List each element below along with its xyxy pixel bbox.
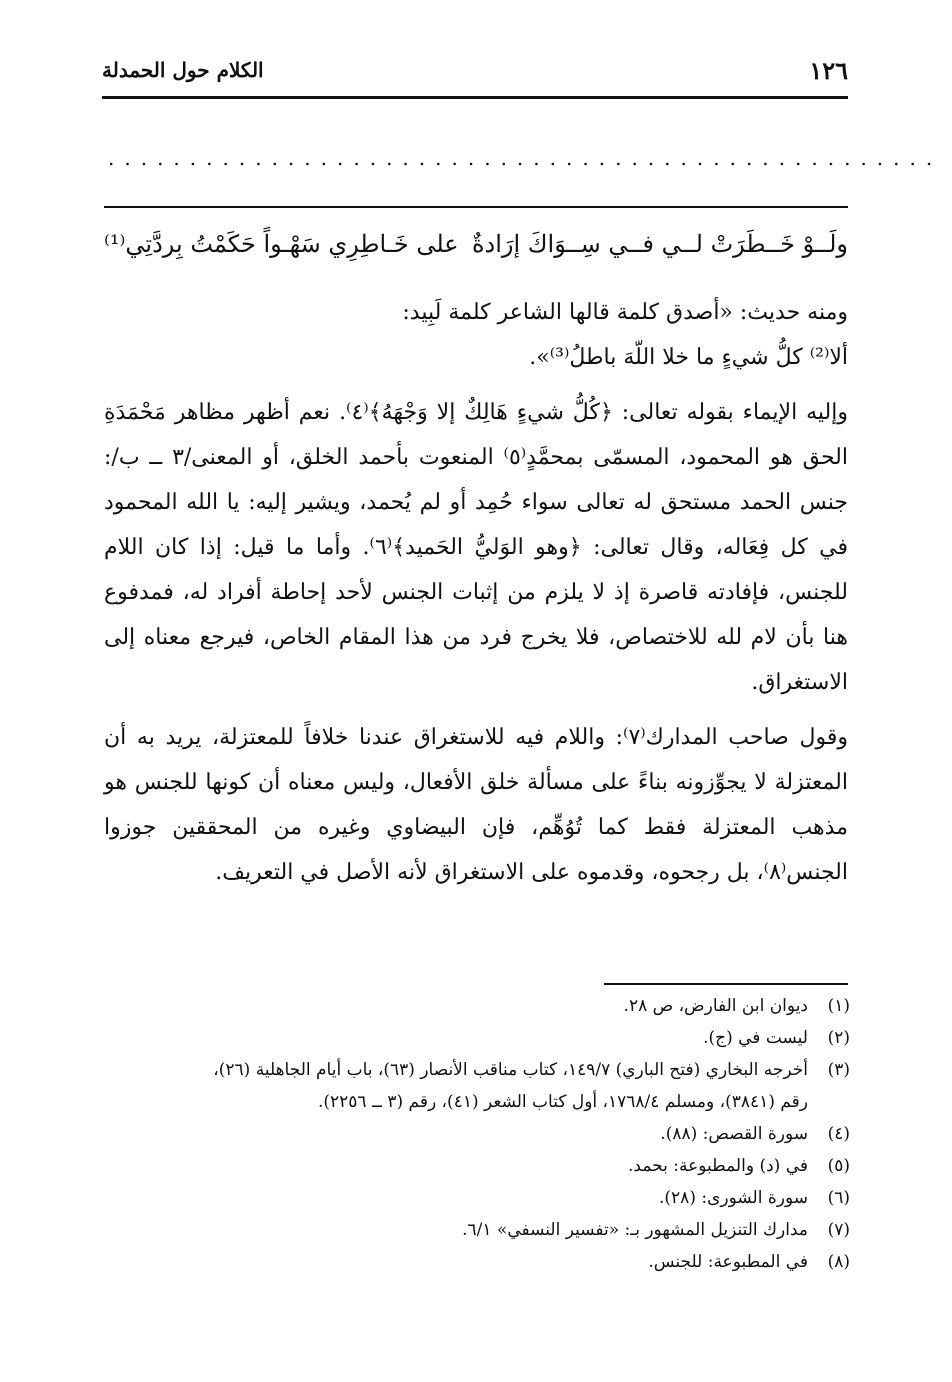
footnote-number: (٣) bbox=[827, 1060, 850, 1080]
footnote-text: في (د) والمطبوعة: بحمد. bbox=[628, 1156, 808, 1176]
paragraph-main: وإليه الإيماء بقوله تعالى: ﴿كُلُّ شيءٍ هَالِكٌ إلا وَجْهَهُ﴾⁽٤⁾. نعم أظهر مظاهر مَحْمَدَةِ الحق هو المحمود، المسمّى بمحمَّدٍ⁽٥⁾ المنعوت بأحمد الخلق، أو المعنى/٣ ــ ب/: جنس الحمد مستحق له تعالى سواء حُمِد أو لم يُحمد، ويشير إليه: يا الله المحمود في كل فِعَاله، وقال تعالى: ﴿وهو الوَليُّ الحَميد﴾⁽٦⁾. وأما ما قيل: إذا كان اللام للجنس، فإفادته قاصرة إذ لا يلزم من إثبات الجنس لأحد إحاطة أفراد له، فمدفوع هنا بأن لام لله للاختصاص، فلا يخرج فرد من هذا المقام الخاص، فيرجع معناه إلى الاستغراق. bbox=[104, 400, 849, 695]
header-rule bbox=[102, 96, 848, 99]
footnote bbox=[104, 990, 850, 1022]
footnote bbox=[104, 1118, 850, 1150]
footnote-text: أخرجه البخاري (فتح الباري) ١٤٩/٧، كتاب مناقب الأنصار (٦٣)، باب أيام الجاهلية (٢٦)، bbox=[213, 1060, 808, 1080]
footnote bbox=[104, 1246, 850, 1278]
footnote-text: سورة الشورى: (٢٨). bbox=[659, 1188, 808, 1208]
footnotes bbox=[104, 990, 850, 1278]
footnote-text: ديوان ابن الفارض، ص ٢٨. bbox=[623, 996, 808, 1016]
page-number: ١٢٦ bbox=[809, 56, 848, 85]
footnote-number: (٢) bbox=[827, 1028, 850, 1048]
running-header bbox=[102, 52, 848, 92]
footnote-continuation: رقم (٣٨٤١)، ومسلم ١٧٦٨/٤، أول كتاب الشعر (٤١)، رقم (٣ ــ ٢٢٥٦). bbox=[317, 1092, 808, 1112]
footnote-text: مدارك التنزيل المشهور بـ: «تفسير النسفي» ٦/١. bbox=[462, 1220, 808, 1240]
footnote-number: (١) bbox=[827, 996, 850, 1016]
footnote-number: (٦) bbox=[827, 1188, 850, 1208]
footnote-rule bbox=[604, 983, 848, 985]
footnote bbox=[104, 1182, 850, 1214]
footnote-number: (٤) bbox=[827, 1124, 850, 1144]
footnote-number: (٥) bbox=[827, 1156, 850, 1176]
header-title: الكلام حول الحمدلة bbox=[102, 58, 264, 82]
body-text bbox=[104, 290, 848, 895]
paragraph-madarik: وقول صاحب المدارك⁽٧⁾: واللام فيه للاستغراق عندنا خلافاً للمعتزلة، يريد به أن المعتزلة لا يجوِّزونه بناءً على مسألة خلق الأفعال، وليس معناه أن كونها للجنس هو مذهب المعتزلة فقط كما تُوُهِّم، فإن البيضاوي وغيره من المحققين جوزوا الجنس⁽٨⁾، بل رجحوه، وقدموه على الاستغراق لأنه الأصل في التعريف. bbox=[104, 725, 848, 885]
footnote-number: (٧) bbox=[827, 1220, 850, 1240]
footnote bbox=[104, 1150, 850, 1182]
paragraph-hadith-quote: ألا⁽²⁾ كلُّ شيءٍ ما خلا اللّهَ باطلُ⁽³⁾». bbox=[529, 345, 848, 370]
footnote-text: سورة القصص: (٨٨). bbox=[660, 1124, 808, 1144]
verse-second-hemistich: على خَـاطِرِي سَهْـواً حَكَمْتُ بِردَّتِي⁽¹⁾ bbox=[104, 230, 459, 258]
verse-first-hemistich: ولَــوْ خَــطَرَتْ لــي فــي سِــوَاكَ إرَادةٌ bbox=[471, 230, 848, 258]
footnote-text: في المطبوعة: للجنس. bbox=[648, 1252, 808, 1272]
footnote-text: ليست في (ج). bbox=[703, 1028, 808, 1048]
footnote-number: (٨) bbox=[827, 1252, 850, 1272]
poem-verse bbox=[104, 222, 848, 268]
paragraph-hadith-intro: ومنه حديث: «أصدق كلمة قالها الشاعر كلمة لَبِيد: bbox=[402, 300, 848, 325]
footnote bbox=[104, 1214, 850, 1246]
footnote bbox=[104, 1022, 850, 1054]
footnote bbox=[104, 1054, 850, 1118]
section-rule bbox=[104, 206, 848, 208]
ellipsis-dots: ................................................... bbox=[108, 146, 943, 170]
